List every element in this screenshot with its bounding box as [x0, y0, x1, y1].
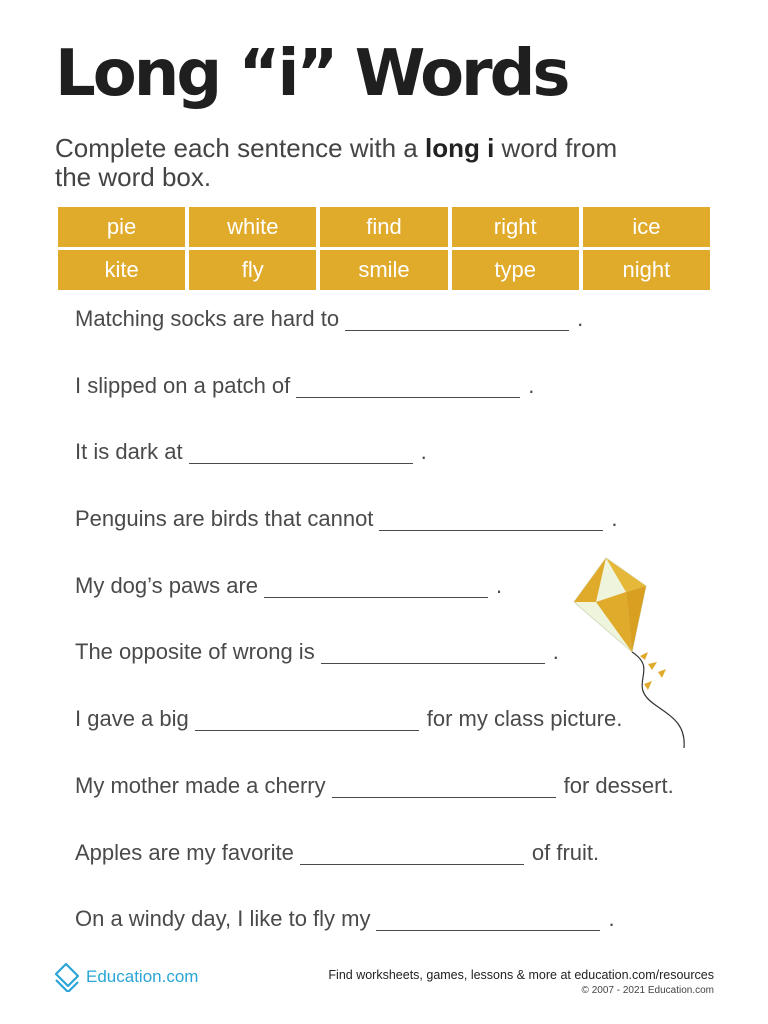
- word-box-item: white: [189, 207, 316, 247]
- sentence-row: [75, 773, 675, 840]
- answer-blank[interactable]: [264, 573, 488, 598]
- answer-blank[interactable]: [189, 439, 413, 464]
- kite-icon: [568, 552, 693, 752]
- word-box-item: fly: [189, 250, 316, 290]
- answer-blank[interactable]: [195, 706, 419, 731]
- copyright-text: © 2007 - 2021 Education.com: [581, 985, 714, 996]
- logo-text: Education.com: [86, 967, 199, 986]
- word-box-item: smile: [320, 250, 447, 290]
- sentence-end: for my class picture.: [426, 706, 623, 732]
- instructions-text: Complete each sentence with a: [55, 133, 425, 163]
- word-box-item: kite: [58, 250, 185, 290]
- sentence-row: [75, 439, 675, 506]
- sentence-text: I gave a big: [75, 706, 189, 732]
- sentence-end: .: [420, 439, 427, 465]
- sentence-text: Penguins are birds that cannot: [75, 506, 374, 532]
- instructions-text-end: word from the word box.: [55, 133, 618, 192]
- sentence-end: .: [528, 372, 535, 398]
- word-box: [58, 207, 710, 290]
- education-logo-icon: [52, 962, 82, 992]
- answer-blank[interactable]: [379, 506, 603, 531]
- sentence-row: [75, 840, 675, 907]
- word-box-item: pie: [58, 207, 185, 247]
- word-box-item: type: [452, 250, 579, 290]
- sentence-end: for dessert.: [563, 772, 674, 798]
- sentence-text: I slipped on a patch of: [75, 372, 291, 398]
- education-logo[interactable]: [52, 962, 198, 992]
- sentence-text: On a windy day, I like to fly my: [75, 906, 371, 932]
- sentence-text: My mother made a cherry: [75, 772, 326, 798]
- sentence-text: Matching socks are hard to: [75, 306, 340, 331]
- sentence-text: Apples are my favorite: [75, 839, 294, 865]
- worksheet-title: Long “i” Words: [55, 37, 568, 111]
- instructions: [55, 134, 655, 192]
- sentence-end: .: [608, 906, 615, 932]
- word-box-item: find: [320, 207, 447, 247]
- answer-blank[interactable]: [376, 906, 600, 931]
- sentence-end: of fruit.: [531, 839, 600, 865]
- sentence-end: .: [577, 306, 584, 331]
- sentence-row: [75, 373, 675, 440]
- answer-blank[interactable]: [332, 773, 556, 798]
- sentence-end: .: [496, 572, 503, 598]
- footer-info: [328, 968, 714, 996]
- instructions-bold-text: long i: [425, 133, 495, 163]
- word-box-item: night: [583, 250, 710, 290]
- resources-link-text[interactable]: Find worksheets, games, lessons & more at education.com/resources: [328, 968, 714, 982]
- answer-blank[interactable]: [345, 306, 569, 331]
- word-box-item: right: [452, 207, 579, 247]
- answer-blank[interactable]: [296, 373, 520, 398]
- sentence-text: The opposite of wrong is: [75, 639, 315, 665]
- answer-blank[interactable]: [300, 840, 524, 865]
- sentence-end: .: [611, 506, 618, 532]
- sentence-text: My dog’s paws are: [75, 572, 259, 598]
- sentence-row: [75, 306, 675, 373]
- answer-blank[interactable]: [321, 639, 545, 664]
- sentence-end: .: [552, 639, 559, 665]
- sentence-text: It is dark at: [75, 439, 183, 465]
- word-box-item: ice: [583, 207, 710, 247]
